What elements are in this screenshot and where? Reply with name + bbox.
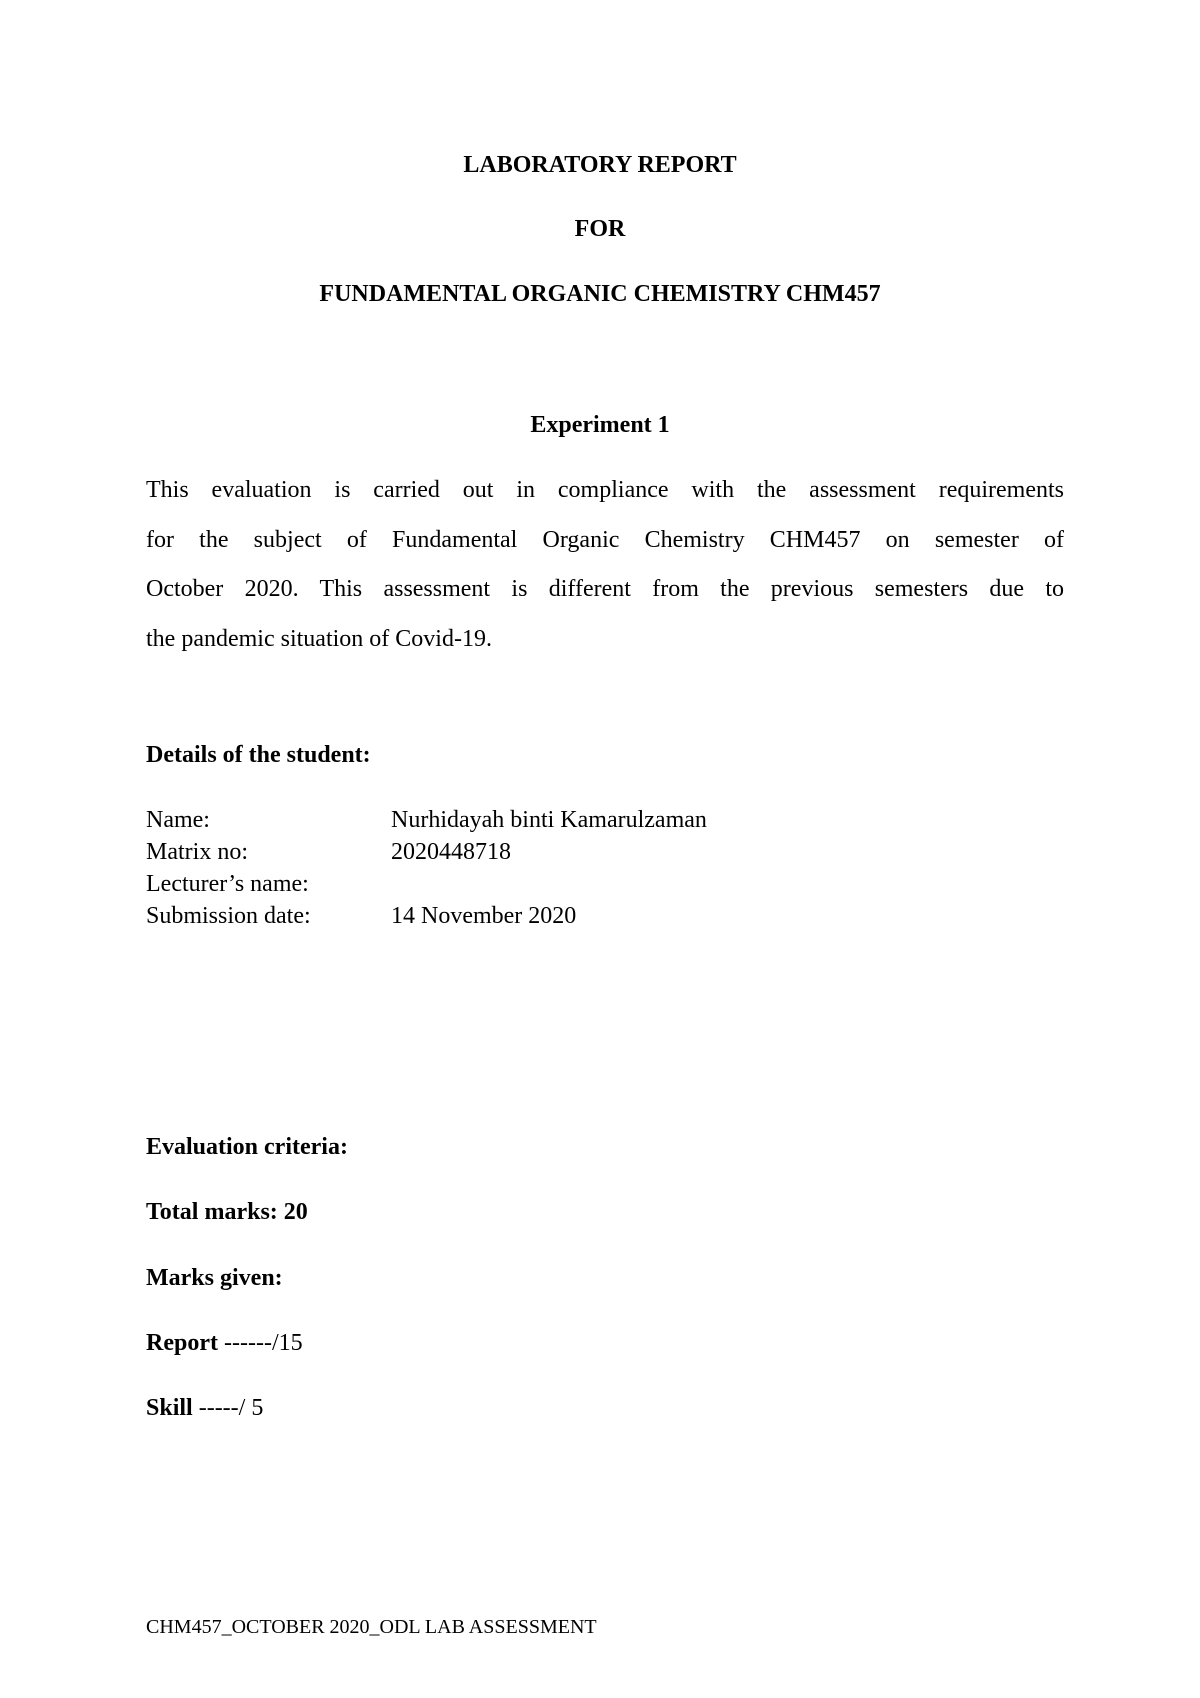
- detail-value: 14 November 2020: [391, 903, 577, 929]
- page-footer: CHM457_OCTOBER 2020_ODL LAB ASSESSMENT: [146, 1616, 597, 1638]
- student-details-table: [146, 804, 846, 932]
- detail-value: Nurhidayah binti Kamarulzaman: [391, 807, 707, 833]
- detail-label: Name:: [146, 807, 210, 833]
- detail-row-submission: [146, 900, 846, 932]
- paragraph-line: October 2020. This assessment is different from the previous semesters due to: [146, 576, 1064, 602]
- detail-row-lecturer: [146, 868, 846, 900]
- detail-row-name: [146, 804, 846, 836]
- skill-label: Skill: [146, 1395, 193, 1421]
- evaluation-heading: Evaluation criteria:: [146, 1134, 348, 1160]
- report-title-for: FOR: [574, 216, 626, 242]
- experiment-title: Experiment 1: [530, 412, 670, 438]
- paragraph-line: This evaluation is carried out in compliance with the assessment requirements: [146, 477, 1064, 503]
- skill-marks: [146, 1393, 263, 1423]
- skill-score-dashes: -----/ 5: [192, 1395, 264, 1421]
- report-score-dashes: ------/15: [217, 1330, 303, 1356]
- detail-label: Submission date:: [146, 903, 311, 929]
- detail-row-matrix: [146, 836, 846, 868]
- marks-given: Marks given:: [146, 1265, 283, 1291]
- report-title: LABORATORY REPORT: [463, 152, 737, 178]
- paragraph-line: the pandemic situation of Covid-19.: [146, 625, 492, 652]
- intro-paragraph: [146, 466, 1064, 664]
- report-marks: [146, 1328, 303, 1358]
- total-marks: Total marks: 20: [146, 1199, 308, 1225]
- detail-label: Matrix no:: [146, 839, 248, 865]
- paragraph-line: for the subject of Fundamental Organic Chemistry CHM457 on semester of: [146, 526, 1064, 553]
- detail-label: Lecturer’s name:: [146, 871, 309, 897]
- student-details-heading: Details of the student:: [146, 742, 371, 768]
- report-label: Report: [146, 1330, 218, 1356]
- detail-value: 2020448718: [391, 839, 511, 865]
- course-title: FUNDAMENTAL ORGANIC CHEMISTRY CHM457: [319, 281, 881, 307]
